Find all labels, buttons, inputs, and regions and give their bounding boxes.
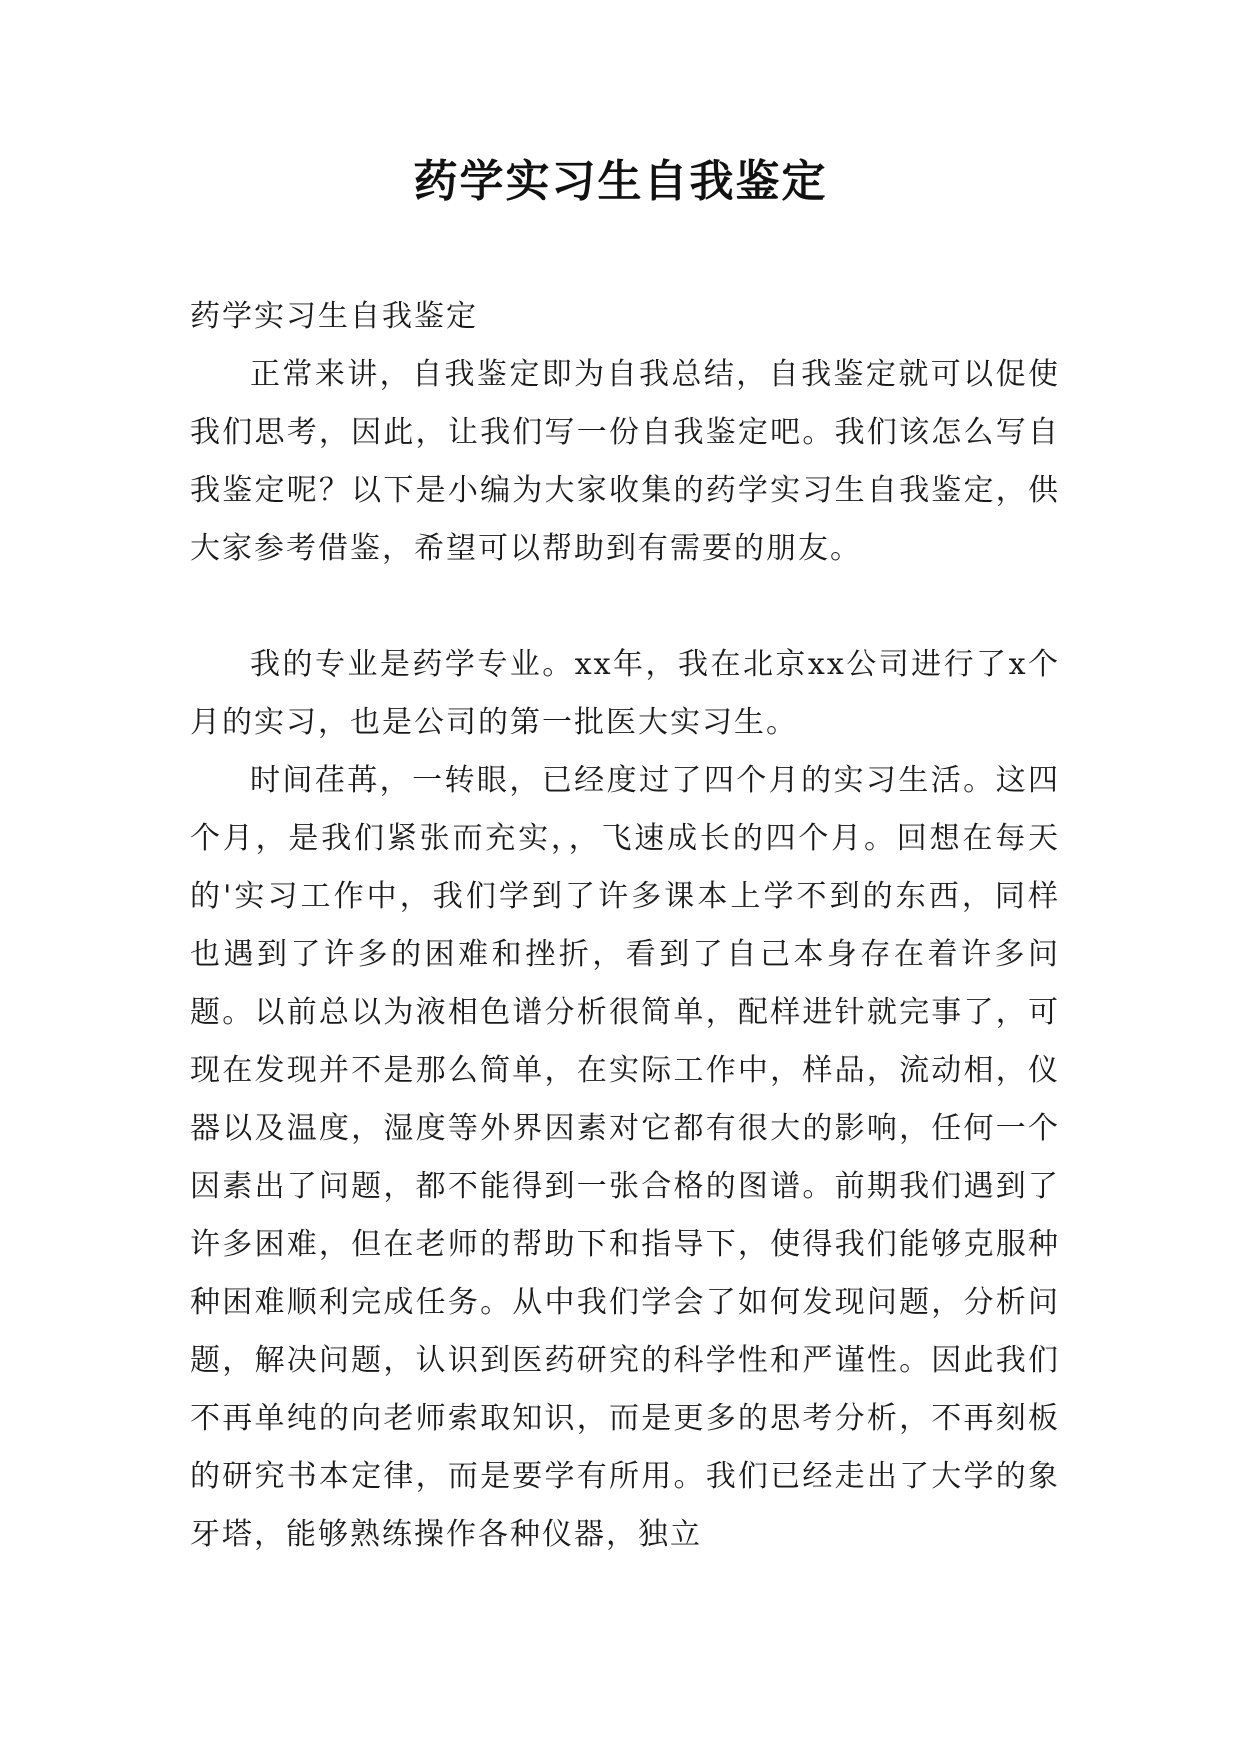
document-body [190,288,1060,1564]
paragraph-gap [190,578,1060,636]
document-title: 药学实习生自我鉴定 [413,156,828,207]
paragraph-experience: 时间荏苒，一转眼，已经度过了四个月的实习生活。这四个月，是我们紧张而充实，，飞速成长的四个月。回想在每天的'实习工作中，我们学到了许多课本上学不到的东西，同样也遇到了许多的困难和挫折，看到了自己本身存在着许多问题。以前总以为液相色谱分析很简单，配样进针就完事了，可现在发现并不是那么简单，在实际工作中，样品，流动相，仪器以及温度，湿度等外界因素对它都有很大的影响，任何一个因素出了问题，都不能得到一张合格的图谱。前期我们遇到了许多困难，但在老师的帮助下和指导下，使得我们能够克服种种困难顺利完成任务。从中我们学会了如何发现问题，分析问题，解决问题，认识到医药研究的科学性和严谨性。因此我们不再单纯的向老师索取知识，而是更多的思考分析，不再刻板的研究书本定律，而是要学有所用。我们已经走出了大学的象牙塔，能够熟练操作各种仪器，独立 [190,763,1060,1552]
paragraph-intro: 正常来讲，自我鉴定即为自我总结，自我鉴定就可以促使我们思考，因此，让我们写一份自我鉴定吧。我们该怎么写自我鉴定呢？以下是小编为大家收集的药学实习生自我鉴定，供大家参考借鉴，希望可以帮助到有需要的朋友。 [190,357,1060,566]
paragraph-major: 我的专业是药学专业。xx年，我在北京xx公司进行了x个月的实习，也是公司的第一批医大实习生。 [190,647,1060,740]
document-subheading: 药学实习生自我鉴定 [190,299,478,334]
